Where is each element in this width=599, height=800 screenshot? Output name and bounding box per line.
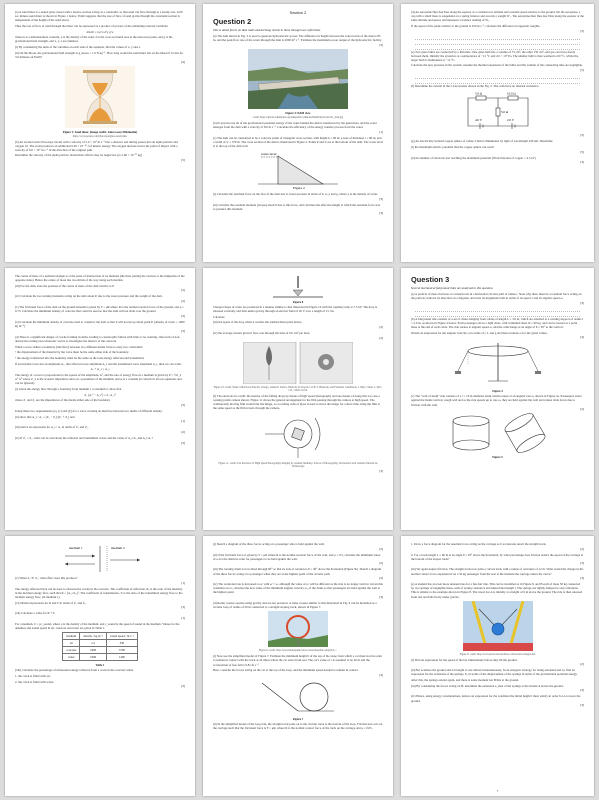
marks: [3]: [580, 300, 584, 305]
sand-timer-figure: [65, 66, 135, 128]
figure-caption: Figure 1: Sand timer. (image credit: John Lacey/Wikimedia): [62, 129, 138, 134]
cell-label: 4.0 V: [474, 118, 482, 123]
resistor-label: 5.0 Ω: [500, 110, 508, 115]
table-cell: concrete: [63, 647, 80, 654]
table-header: density / kg m⁻³: [80, 633, 107, 640]
paragraph: The energy reflected back can be used to characterise cracks in the concrete. The coefficient of reflection, R, is the ratio of the intensity in the incident energy flow, such that R = (A_r/A₁)². The coefficient of transmission, T, is the ratio of the transmitted energy flow to the incident energy flow, (in medium 1).: [15, 586, 183, 599]
paragraph: (d) There is a significant danger of cracks forming in dams, leading to catastrophic failure with little or no warning. One form of non-destructive testing uses ultrasonic waves to investigate the interior of the concrete.: [15, 334, 181, 343]
table-cell: 1400: [106, 654, 137, 661]
table-header: sound speed / m s⁻¹: [106, 633, 137, 640]
figure-source: https://www.pexels.com/photo/hourglass-sand-timer: [72, 134, 128, 138]
marks: [3]: [181, 605, 185, 610]
paragraph: (i) Calculate the resultant force on the face of the dam due to water pressure in terms of h, w, ρ and g, where ρ is the density of water.: [213, 191, 378, 196]
paragraph: The energy of a wave is proportional to the square of the amplitude, A², and the rate of energy flow in a medium is given by P = ½Z_x ω² A² where Z_x is the acoustic impedance and ω is a parameter of the medium, and ω is a constant (it cancels in all our equations and can be ignored).: [15, 372, 182, 386]
paragraph: (ii) On the Moon, the gravitational field strength is g_moon = 1.6 N kg⁻¹. How long would the sand timer last on the Moon if it runs for 3.0 minutes on Earth?: [15, 50, 184, 59]
marks: [3]: [379, 196, 383, 201]
table-cell: 2400: [80, 647, 107, 654]
marks: [2]: [580, 662, 584, 667]
marks: [1]: [379, 129, 383, 134]
page-6: [401, 268, 594, 530]
paragraph: (vii) Calculate a value for R + T.: [15, 611, 56, 616]
marks: [2]: [181, 288, 185, 293]
water-level-label: water level: [261, 151, 277, 156]
paragraph: (a) The dam shown in Fig. 3 is used to generate hydroelectric power. The difference in height between the water levels of the dam is 85 m, and the peak flow rate of the water through the dam is 2000 m³ s⁻¹. Estimate the maximum power output of the hydroelectric facility.: [213, 34, 383, 43]
paragraph: When a wave strikes a boundary (interface) between two different media it has to obey two constraints:: [15, 344, 143, 349]
dam-cross-section-diagram: [253, 150, 343, 190]
marks: [4]: [181, 59, 185, 64]
question-title: Question 2: [213, 17, 252, 26]
paragraph: where Z₁ and Z₂ are the impedances of the media either side of the boundary.: [15, 398, 111, 403]
paragraph: (e) A student has an even more unusual idea for a fun-fair ride. This can be modelled as in Figure 8, and B each of mass 50 kg connected by two springs of negligible mass, each of spring constant k and unstretched length l. The springs are lightly damped to stop vibrations. This is similar to the example shown in Figure 8. The lower bar A is initially at a height of 6 m above the ground. The ride is then released from rest and falls freely under gravity.: [411, 582, 583, 599]
page-8: [203, 536, 393, 796]
paragraph: (iv) the average current given it flow rate through the tube of 0.6 cm³ per hour: [213, 331, 310, 336]
paragraph: (i) Given the energy flow through a boundary from medium 1 to medium 2, show that: [15, 386, 122, 391]
paragraph: Determine the velocity of the alpha particle. Relativistic effects may be neglected. (u=1.66 × 10⁻²⁷ kg): [15, 153, 142, 158]
paragraph: 2. the crack is filled with water.: [15, 679, 55, 684]
paragraph: (vi) Calculate the minimum density of concrete used to construct the dam so that it will not tip up about point P. (density of water = 1000 kg m⁻³): [15, 319, 185, 329]
bullet: • the energy transferred into the boundary must be the same as the total energy reflected and transmitted.: [15, 355, 145, 360]
paragraph: (viii) Calculate the percentage of ultrasound energy reflected from a crack in the concrete when: [15, 668, 134, 673]
resistor-label: 5.0 Ω: [474, 91, 482, 96]
paragraph: (a) A particle of mass m moves at constant rate in a horizontal circular path of radius r. State why there must be a resultant force acting on the particle; indicate its direction on a diagram, and state its magnitude both in terms of its speed v and its angular speed ω.: [411, 292, 582, 301]
marks: [3]: [181, 328, 185, 333]
marks: [3]: [379, 672, 383, 677]
paragraph: (g) An electrically isolated copper sphere of radius 2 mm is illuminated by light of wavelength 220 nm. Determine: [411, 139, 553, 144]
figure-caption: Figure 7: [292, 716, 304, 721]
paragraph: where k is a dimensionless constant, ρ is the density of the sand, d is the cross sectional area at the narrowest point, and g is the gravitational field strength, and x, y, z are numbers.: [15, 35, 173, 44]
paragraph: Charged drops of water are produced in a manner similar to that illustrated in Figure 10 with the capillary tube at 7.5 kV. The drop is released vertically and falls under gravity through an electric field of 20 V over a length of 15 cm.: [213, 305, 378, 314]
loop-track-diagram: [258, 679, 338, 715]
marks: [2]: [181, 299, 185, 304]
marks: [3]: [379, 469, 383, 474]
paragraph: (iv) Calculate the two turning moments acting on the dam about P, due to the water pressure and the weight of the dam.: [15, 294, 163, 299]
figure-caption: Figure 6: credit: http://www.themeparkreview.com/parks/photo.php?pid=...: [259, 649, 337, 653]
paragraph: Here, consider the forces acting on the car at the top of the loop, and the minimum speed needed to remain in contact.: [213, 668, 359, 673]
marks: [2]: [379, 576, 383, 581]
wall-of-death-drum-diagram: [443, 413, 553, 453]
table-cell: water: [63, 654, 80, 661]
paragraph: (ii) Bar A strikes the ground and is brought to rest almost instantaneously. In an energetic strategy for being extended and so, find an expression for the extension of the springs, E, in terms of the displacement of the springs in terms of the gravitational potential energy.: [411, 668, 578, 677]
rotating-prism-camera-diagram: [263, 412, 333, 460]
paragraph: (b) An excited atom 20 isotope travels with a velocity of 5.0 × 10⁶ m s⁻¹ into a detector and during passes into an alpha particle and oxygen 16. The event produces an additional 9.36 × 10⁻¹³ J of kinetic energy. The oxygen nucleus leaves the point of impact with a velocity of 6.0 × 10⁶ m s⁻¹ in the direction of the original path.: [15, 139, 178, 152]
paragraph: (b) In practice not all of the gravitational potential energy of the water behind the dam is transferred by the generators, and the water emerges from the dam with a velocity of 8.0 m s⁻¹. Calculate the efficiency of the energy transfer process from the water.: [213, 120, 377, 129]
marks: [3]: [379, 595, 383, 600]
paragraph: 1. Draw a force diagram for the resultant force acting on the carriage as it accelerates down the straight track.: [411, 542, 547, 546]
page-5: [203, 268, 393, 530]
page-3: [401, 4, 594, 262]
paragraph: (b) A fairground ride consists of a set of chairs hanging from cables of length L = 3.0 m, which are attached to a rotating support of radius r = 2.0 m, as shown in Figure 4 below. Each passenger sits in a light chair, with combined mass m = 60 kg, and can be treated as a point mass at the end of each cable. The ride rotates at angular speed ω, and the cable hangs at an angle of θ = 30° to the vertical.: [411, 316, 584, 329]
paragraph: (a) A sand timer is a sealed glass vessel with a narrow section acting as a constraint, so that sand can flow through at a steady rate. A 60 sec minute sand timer is shown in Figure 1 below. Tidzil suggests that the rate of flow of sand grains through the constraint section is independent of the height of the sand above.: [15, 10, 183, 23]
figure-caption: Figure 5: [492, 455, 503, 460]
resistor-label: 10.0 Ω: [506, 91, 516, 96]
acoustic-data-table: [62, 632, 138, 661]
page-1: [5, 4, 195, 262]
paragraph: Obtain an expression for the angular velocity ω in terms of r, L and g and then evaluate ω for the given values.: [411, 330, 548, 335]
marks: [2]: [379, 561, 383, 566]
paragraph: (c) The dam can be considered to be a concrete prism of triangular cross section, with height h = 90 m, a base of thickness t = 80 m, and a width of w = 370 m. The cross section of the dam is illustrated in Figure 2. Points P and Z are at the bottom of the dam. The water level is at the top of the dam wall.: [213, 135, 383, 148]
marks: [5]: [181, 158, 185, 163]
paragraph: Thus the rate of flow of sand through the timer can be expressed as a product of powers of the remaining relevant variables:: [15, 23, 169, 28]
paragraph: (i) Sketch a diagram of the three forces acting on a passenger who is held against the wall.: [213, 542, 325, 546]
table-row: [63, 654, 138, 661]
paragraph: (iii) We again neglect friction. The straight track now joins a curved track with a radius of curvature of 12 m. What would the change in the normal contact force experienced on a 50 kg passenger from the seat at the moment the carriage enters the curve?: [411, 567, 584, 576]
paragraph: (d) An aeroplane flies due East along the equator at a constant low altitude and constant speed relative to the ground. On the aeroplane, a cup with a small mass is suspended on a spring balance and records a weight W₁. The aeroplane then flies due West along the equator at the same altitude and speed, and measures a balance reading of W₂.: [411, 10, 584, 23]
marks: [5]: [580, 28, 584, 33]
marks: [5]: [580, 133, 584, 138]
water-drop-photo: [243, 342, 353, 384]
figure-caption: Figure 3: DAM view: [285, 110, 311, 115]
table-caption: Table 1: [95, 663, 105, 668]
paragraph: (v) When Z₂ ≫ Z₁, what effect does this produce?: [15, 576, 78, 580]
marks: [3]: [580, 561, 584, 566]
paragraph: 2. For a track length L = 60 m at an angle θ = 45° above the horizontal, by what percentage does friction reduce the speed of the carriage at the bottom of the sloped track?: [411, 552, 584, 561]
equation: dm/dt = k ρ^x d^y g^z: [86, 29, 114, 34]
paragraph: (iii) derive an expression for A_t / A₁ in terms of Z₁ and Z₂.: [15, 425, 89, 430]
paragraph: Calculate: [213, 314, 225, 319]
marks: [2]: [580, 546, 584, 551]
figure-caption: Figure 11: credit: Use Precision of High Speed Photography Imaging by Arabian Sheibkay, School of Photography, Université Laval, Institut National de Technologie: [218, 462, 378, 469]
marks: [3]: [580, 688, 584, 693]
question-intro: Several mechanical fairground rides are analysed in this question.: [411, 286, 494, 290]
paragraph: (d) Roller coaster operate using gravity and are not powered. A roller coaster similar to that illustrated in Fig. 6 can be modelled as a circular loop of radius of 20 m connected to a straight sloping track, shown in Figure 7.: [213, 601, 377, 610]
marks: [2]: [379, 325, 383, 330]
wave-boundary-diagram: [45, 544, 155, 574]
medium-2-label: medium 2: [111, 546, 125, 550]
paragraph: (e) Two glass bulbs are connected by a thin tube. One glass bulb has a volume of 75 cm³, the other 150 cm³, and gas can move freely between them. Initially the system is at a temperature of −12 °C and 2.6 × 10⁵ Pa. The smaller bulb is then warmed to 60 °C, whilst the larger bulb is maintained at −12 °C.: [411, 49, 579, 62]
marks: [3]: [181, 684, 185, 689]
paragraph: (vi) Obtain expressions for R and T in terms of Z₁ and Z₂.: [15, 600, 87, 605]
equation: A₁ + A_r = A_t: [90, 367, 110, 372]
paragraph: (i) Now use the simplified model of Figure 7. Estimate the minimum height h of the top of the slope from which a car must start in order to remain in contact with the track at all times where the car starts from rest. The car's value of r is assumed to be 20 m and the acceleration of free fall is 9.81 m s⁻².: [213, 654, 383, 667]
paragraph: Using these two requirements (eq. (1) and (2)) for a wave crossing an interface between two media of different density,: [15, 408, 163, 413]
marks: [3]: [379, 211, 383, 216]
figure-2-label: Figure 2: [293, 185, 305, 190]
figure-caption: Figure 4: [492, 389, 503, 394]
marks: [3]: [580, 160, 584, 165]
figure-caption: Figure 8: [292, 300, 304, 304]
marks: [2]: [580, 407, 584, 412]
paragraph: (ii) If the frictional force is given by F = μR where R is the normal reaction force of the wall, and μ = 0.5, calculate the minimum value of ω for the drum in order for passengers to be held against the wall.: [213, 552, 381, 561]
table-cell: 1000: [80, 654, 107, 661]
table-cell: air: [63, 640, 80, 647]
paragraph: After this, the springs extend again, and there is some moment bar B hits at the ground.: [411, 678, 520, 683]
paragraph: (iv) The rotational rate is increased to ω' with ω' > ω, although the value of ω' will be different as the ride is no longer vertical. Given this condition on ω', calculate the new value of the minimum angular velocity ω₃ of the drum so that passengers are held against the wall at the highest point.: [213, 582, 383, 595]
marks: [3]: [181, 313, 185, 318]
paragraph: (v) The frictional force of the dam on the ground beneath is given by F = μR where R is the normal reaction force of the ground, and μ = 0.75. Calculate the minimum density of concrete that could be used so that the dam will not slide over the ground.: [15, 305, 184, 314]
paragraph: (iii) For the dam, state the position of the centre of mass of the dam relative to P.: [15, 283, 115, 288]
paragraph: (ii) In the simplified model of the loop ride, the straight track joins on to the circular track at the bottom of the loop. Friction now acts on the carriage such that the frictional force is F = μR, where R is the normal contact force of the track on the carriage and μ = 0.05.: [213, 721, 383, 730]
paragraph: The centre of mass of a uniform triangle is at the point of intersection of its medians (the lines joining the vertices to the midpoints of the opposite sides). Hence the centre of mass lies two-thirds of the way along each median.: [15, 274, 185, 283]
section-label: Section 2: [289, 10, 307, 15]
question-intro: This is about forces on dam walls and deriving results in these through new reflections.: [213, 28, 321, 32]
circuit-diagram: [458, 90, 538, 132]
table-cell: 3700: [106, 647, 137, 654]
paragraph: (iv) If Z₁ = Z₂, what can be said about the reflected and transmitted waves and the value of A_r/A₁ and A_t/A₁?: [15, 435, 153, 440]
paragraph: For a medium, Z = ρc_sound, where ρ is the density of the medium, and c_sound is the speed of sound in the medium. Values for the densities and sound speed in air, concrete and water are given in Table 1.: [15, 621, 180, 631]
paragraph: (iii) the speed of the drop when it reaches the earthed metal plate below.: [213, 320, 303, 325]
paragraph: If an incident wave has an amplitude A₁, the reflected wave amplitude A_r and the transmitted wave amplitude A_t, then we can write:: [15, 361, 182, 366]
paragraph: (f) Determine the current in the 5.0 Ω resistor shown in the Fig. 5. The cells have no internal resistance.: [411, 84, 540, 89]
dam-photo: [248, 49, 348, 109]
table-header: medium: [63, 633, 80, 640]
page-2: [203, 4, 393, 262]
reverse-bungee-photo: [463, 601, 533, 651]
equation: Z₁ (A₁² − A_r²) = Z₂ A_t²: [84, 392, 116, 397]
page-9: [401, 536, 594, 796]
marks: [1]: [181, 419, 185, 424]
paragraph: (ii) Calculate the resultant moment (torque) about P due to this force, and calculate the effective height at which the resultant force acts to produce this moment.: [213, 202, 381, 211]
question-title: Question 3: [411, 275, 450, 284]
page-7: [5, 536, 195, 796]
paragraph: (iv) Hence, using energy considerations, deduce an expression for the condition the initial height l must satisfy in order for A to leave the ground.: [411, 694, 581, 703]
paragraph: (iii) By considering the forces acting on B, determine the extension e_max of the springs at the instant A leaves the ground.: [411, 683, 564, 688]
table-row: [63, 647, 138, 654]
roller-coaster-photo: [268, 611, 328, 647]
marks: [4]: [580, 335, 584, 340]
figure-caption: Figure 10: credit: Water with Excess Electric Charge, Jeanne P. Santos, Telma R. D. Ducati, Lia B. S. Balestrin, and Fernando Galembeck, J. Phys. Chem. C 2011, 115, 11226-11232.: [213, 385, 383, 392]
marks: [2]: [379, 546, 383, 551]
capillary-tube-diagram: [263, 276, 333, 298]
table-row: [63, 640, 138, 647]
paragraph: If the speed of the plane relative to the ground is 250 m s⁻¹, calculate the difference in apparent weights.: [411, 23, 541, 28]
paragraph: (i) By considering the units of the variables on each side of the equation, find the values of x, y and z.: [15, 45, 141, 50]
cell-label: 2.0 V: [506, 118, 514, 123]
paragraph: (ii) show that A_r / A₁ = (Z₁ − Z₂)/(Z₁ + Z₂) and: [15, 414, 75, 419]
page-4: [5, 268, 195, 530]
marks: [2]: [379, 335, 383, 340]
paragraph: Calculate the new pressure in the system. Assume the thermal expansion of the bulbs and the volume of the connecting tube are negligible.: [411, 63, 583, 68]
marks: [5]: [580, 149, 584, 154]
page-number: 7: [496, 789, 499, 793]
marks: [1]: [181, 580, 185, 585]
marks: [3]: [580, 576, 584, 581]
marks: [3]: [379, 42, 383, 47]
paragraph: (f) The electrons in a bulb: the interior of the falling drops by means of high speed photography and one means of doing this is to use a rotating prism camera shown. Figure 11 shows the general arrangement for the film passing through the camera at high speed. The continuously moving film would blur the image, so a rotating cube of glass is used to move the image for a short time along the film at the same speed as the film travels through the camera.: [213, 393, 380, 411]
figure-source: credit: https://upload.wikimedia.org/wikipedia/commons/thumb/hydroelectric_dam.jpg: [252, 115, 344, 119]
paragraph: (iii) The rotating drum is now tilted through 60° so that its axis of rotation is θ = 30° above the horizontal (Figure 5b). Sketch a diagram of the three forces acting on a passenger when they are at the highest point of the circular path.: [213, 567, 382, 576]
marks: [5]: [580, 68, 584, 73]
paragraph: (i) Find an expression for the speed of the bar immediately before they hit the ground.: [411, 657, 518, 662]
bullet: • the displacement of the material by the wave must be the same either side of the boundary.: [15, 350, 129, 355]
medium-1-label: medium 1: [69, 546, 83, 550]
marks: [3]: [580, 703, 584, 708]
marks: [3]: [181, 440, 185, 445]
table-cell: 330: [106, 640, 137, 647]
paragraph: (c) The "wall of death" ride consists of a r = 10 m diameter drum which rotates at an angular rate ω, shown in Figure 5a. Passengers stand against the inside vertical, rough wall and as the ride speeds up to rate ω, they are held against the wall and cannot slide down due to friction with the wall.: [411, 394, 582, 407]
chair-swing-ride-diagram: [448, 341, 548, 387]
marks: [2]: [181, 429, 185, 434]
table-cell: 1.2: [80, 640, 107, 647]
paragraph: (i) the maximum electric potential that the copper sphere can reach: [411, 144, 494, 149]
paragraph: 1. the crack is filled with air,: [15, 673, 51, 678]
figure-caption: Figure 8: credit: http://www.electronicsarchives.com/reverse-bungee-fun: [459, 652, 536, 656]
paragraph: (ii) the number of electrons lost reaching the maximum potential (Work function of copper = 4.5 eV): [411, 155, 536, 160]
marks: [3]: [181, 402, 185, 407]
marks: [1]: [181, 615, 185, 620]
